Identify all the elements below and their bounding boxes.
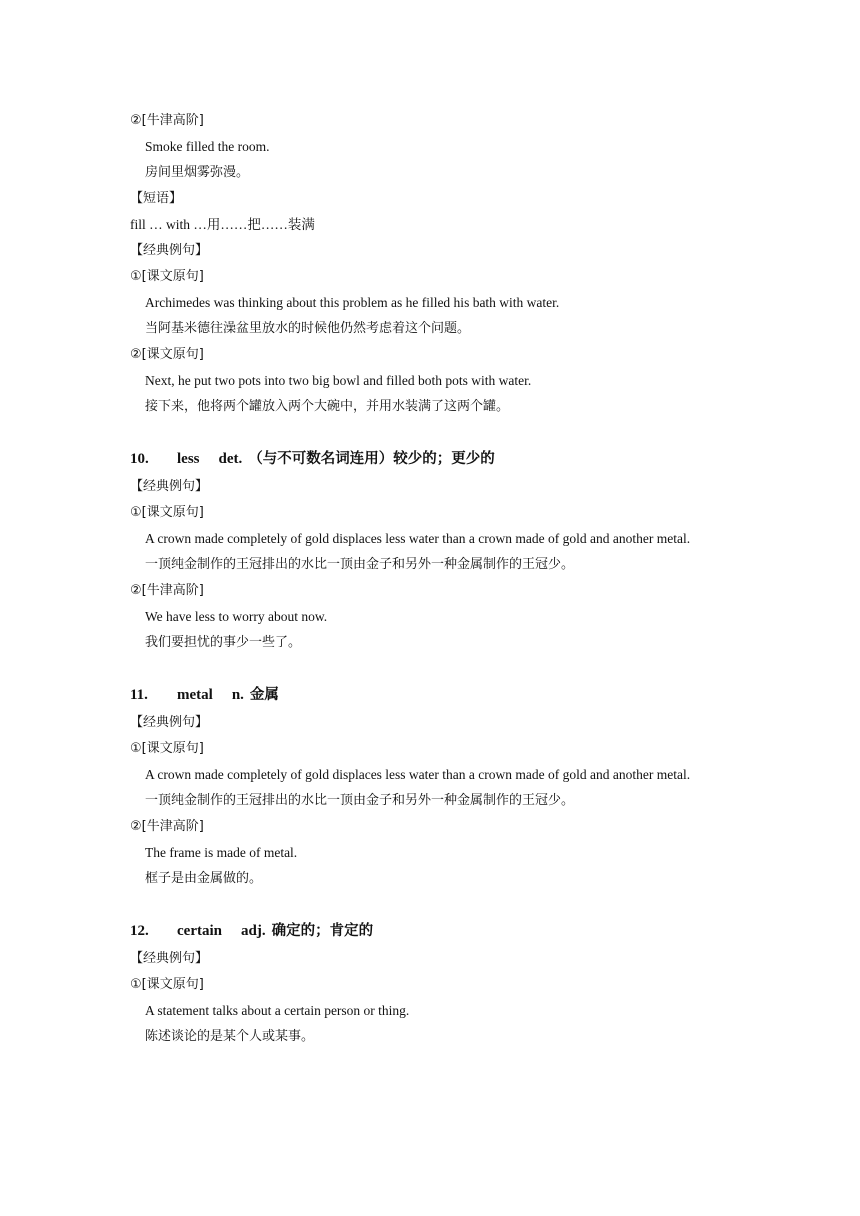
example-english: A crown made completely of gold displaces less water than a crown made of gold and another metal.	[145, 531, 691, 546]
entry-number: 11.	[130, 687, 148, 703]
entry-heading	[130, 916, 730, 946]
example-source: ②[牛津高阶]	[130, 113, 204, 128]
entry-meaning: （与不可数名词连用）较少的；更少的	[248, 451, 495, 467]
example-english: A statement talks about a certain person or thing.	[145, 1003, 410, 1018]
example-english: Archimedes was thinking about this problem as he filled his bath with water.	[145, 295, 560, 310]
example-source: ②[牛津高阶]	[130, 583, 204, 598]
entry-word: less	[177, 451, 200, 467]
entry-number: 10.	[130, 451, 149, 467]
entry-word: metal	[177, 687, 213, 703]
entry-heading	[130, 680, 730, 710]
vocab-entry-certain	[130, 916, 730, 1050]
classic-sentences-heading: 【经典例句】	[130, 479, 209, 494]
entry-part-of-speech: adj.	[240, 923, 266, 939]
example-chinese: 我们要担忧的事少一些了。	[145, 635, 302, 650]
example-english: We have less to worry about now.	[145, 609, 328, 624]
example-source: ①[课文原句]	[130, 269, 204, 284]
example-chinese: 房间里烟雾弥漫。	[145, 165, 250, 180]
example-chinese: 一顶纯金制作的王冠排出的水比一顶由金子和另外一种金属制作的王冠少。	[145, 793, 575, 808]
classic-sentences-heading: 【经典例句】	[130, 951, 209, 966]
entry-meaning: 金属	[249, 687, 279, 703]
entry-heading	[130, 444, 730, 474]
entry-number: 12.	[130, 923, 149, 939]
example-source: ①[课文原句]	[130, 977, 204, 992]
example-english: The frame is made of metal.	[145, 845, 298, 860]
classic-sentences-heading: 【经典例句】	[130, 715, 209, 730]
fill-entry-continuation	[130, 108, 730, 420]
example-chinese: 框子是由金属做的。	[145, 871, 263, 886]
example-source: ①[课文原句]	[130, 741, 204, 756]
phrase-text: fill … with …用……把……装满	[130, 217, 315, 232]
example-chinese: 当阿基米德往澡盆里放水的时候他仍然考虑着这个问题。	[145, 321, 471, 336]
example-source: ①[课文原句]	[130, 505, 204, 520]
example-source: ②[课文原句]	[130, 347, 204, 362]
example-chinese: 一顶纯金制作的王冠排出的水比一顶由金子和另外一种金属制作的王冠少。	[145, 557, 575, 572]
example-source: ②[牛津高阶]	[130, 819, 204, 834]
vocabulary-notes	[130, 108, 730, 1050]
entry-part-of-speech: n.	[231, 687, 244, 703]
phrase-heading: 【短语】	[130, 191, 183, 206]
entry-meaning: 确定的；肯定的	[271, 923, 374, 939]
example-chinese: 接下来，他将两个罐放入两个大碗中，并用水装满了这两个罐。	[145, 399, 510, 414]
example-chinese: 陈述谈论的是某个人或某事。	[145, 1029, 315, 1044]
vocab-entry-metal	[130, 680, 730, 892]
entry-word: certain	[177, 923, 222, 939]
example-english: Next, he put two pots into two big bowl and filled both pots with water.	[145, 373, 532, 388]
example-english: Smoke filled the room.	[145, 139, 270, 154]
entry-part-of-speech: det.	[218, 451, 243, 467]
vocab-entry-less	[130, 444, 730, 656]
classic-sentences-heading: 【经典例句】	[130, 243, 209, 258]
example-english: A crown made completely of gold displaces less water than a crown made of gold and another metal.	[145, 767, 691, 782]
